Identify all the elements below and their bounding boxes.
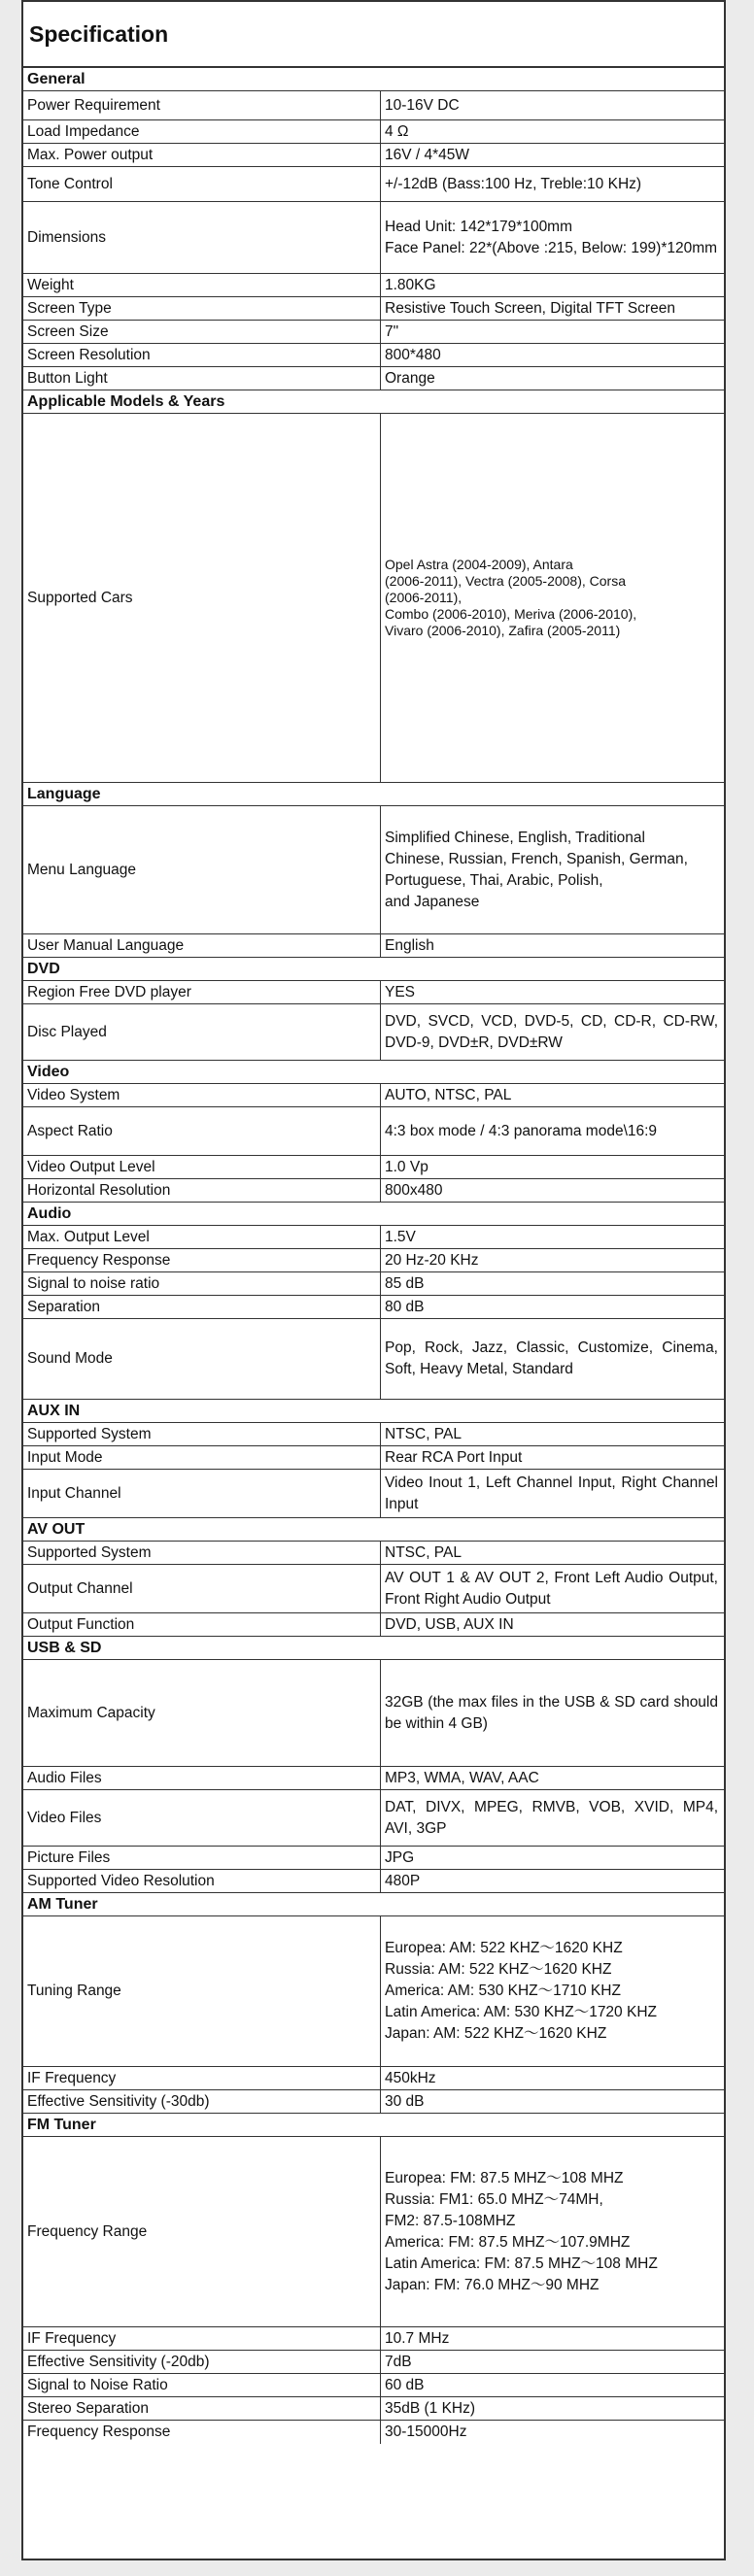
spec-row: [23, 1847, 724, 1870]
spec-label: Maximum Capacity: [23, 1660, 381, 1766]
spec-label: Power Requirement: [23, 91, 381, 119]
spec-row: [23, 1226, 724, 1249]
spec-row: [23, 2137, 724, 2327]
spec-row: [23, 167, 724, 202]
spec-value-cell: [381, 274, 724, 296]
spec-value-cell: [381, 1004, 724, 1060]
spec-value: 80 dB: [385, 1298, 425, 1315]
spec-label: Aspect Ratio: [23, 1107, 381, 1155]
spec-row: [23, 1660, 724, 1767]
spec-value-cell: [381, 1660, 724, 1766]
spec-row: [23, 2397, 724, 2421]
spec-value: 800x480: [385, 1181, 443, 1199]
spec-sheet: [21, 0, 726, 2560]
page-title: Specification: [23, 2, 724, 68]
spec-value-cell: [381, 2397, 724, 2420]
spec-row: [23, 321, 724, 344]
spec-label: Picture Files: [23, 1847, 381, 1869]
spec-label: Supported Cars: [23, 414, 381, 782]
spec-value-cell: [381, 2090, 724, 2113]
spec-value-cell: [381, 414, 724, 782]
spec-value: AUTO, NTSC, PAL: [385, 1086, 512, 1103]
spec-value-cell: [381, 1542, 724, 1564]
spec-value: 4 Ω: [385, 122, 409, 140]
spec-label: Max. Output Level: [23, 1226, 381, 1248]
spec-label: Screen Resolution: [23, 344, 381, 366]
spec-value-cell: [381, 2421, 724, 2444]
spec-label: Video Output Level: [23, 1156, 381, 1178]
spec-label: Frequency Range: [23, 2137, 381, 2326]
spec-value: 4:3 box mode / 4:3 panorama mode\16:9: [385, 1122, 658, 1139]
spec-label: IF Frequency: [23, 2327, 381, 2350]
spec-value: Resistive Touch Screen, Digital TFT Screen: [385, 299, 675, 317]
spec-value-cell: [381, 1470, 724, 1517]
spec-value: 85 dB: [385, 1274, 425, 1292]
spec-value-cell: [381, 297, 724, 320]
spec-value: 450kHz: [385, 2069, 436, 2086]
spec-value-cell: [381, 344, 724, 366]
spec-label: Horizontal Resolution: [23, 1179, 381, 1202]
spec-value: YES: [385, 983, 416, 1000]
spec-value: Rear RCA Port Input: [385, 1448, 523, 1466]
spec-value-cell: [381, 981, 724, 1003]
spec-label: Max. Power output: [23, 144, 381, 166]
spec-value-cell: [381, 1226, 724, 1248]
spec-value: MP3, WMA, WAV, AAC: [385, 1769, 539, 1786]
spec-label: Output Channel: [23, 1565, 381, 1612]
spec-label: User Manual Language: [23, 934, 381, 957]
spec-value-cell: [381, 2351, 724, 2373]
spec-value-cell: [381, 1423, 724, 1445]
spec-row: [23, 1004, 724, 1061]
spec-row: [23, 981, 724, 1004]
section-header: FM Tuner: [23, 2114, 724, 2137]
spec-label: Separation: [23, 1296, 381, 1318]
section-header: Applicable Models & Years: [23, 390, 724, 414]
spec-value: Head Unit: 142*179*100mm Face Panel: 22*(Above :215, Below: 199)*120mm: [385, 218, 718, 256]
spec-value: NTSC, PAL: [385, 1425, 462, 1442]
spec-row: [23, 1319, 724, 1400]
spec-row: [23, 414, 724, 783]
spec-value: 480P: [385, 1872, 421, 1889]
spec-value: 7": [385, 322, 399, 340]
spec-value-cell: [381, 120, 724, 143]
spec-row: [23, 2421, 724, 2444]
spec-row: [23, 2090, 724, 2114]
spec-value-cell: [381, 1272, 724, 1295]
spec-label: Disc Played: [23, 1004, 381, 1060]
spec-label: Dimensions: [23, 202, 381, 273]
section-header: Language: [23, 783, 724, 806]
spec-value-cell: [381, 144, 724, 166]
spec-label: Effective Sensitivity (-30db): [23, 2090, 381, 2113]
spec-value: 16V / 4*45W: [385, 146, 470, 163]
spec-label: Video Files: [23, 1790, 381, 1846]
spec-row: [23, 1542, 724, 1565]
spec-value: 10.7 MHz: [385, 2329, 450, 2347]
spec-label: Load Impedance: [23, 120, 381, 143]
spec-label: Weight: [23, 274, 381, 296]
spec-row: [23, 202, 724, 274]
spec-row: [23, 297, 724, 321]
spec-value-cell: [381, 1179, 724, 1202]
spec-value: DVD, USB, AUX IN: [385, 1615, 514, 1633]
spec-value-cell: [381, 1446, 724, 1469]
spec-value: Pop, Rock, Jazz, Classic, Customize, Cinema, Soft, Heavy Metal, Standard: [385, 1339, 718, 1377]
section-header: Video: [23, 1061, 724, 1084]
spec-value-cell: [381, 2137, 724, 2326]
spec-value: Opel Astra (2004-2009), Antara (2006-2011), Vectra (2005-2008), Corsa (2006-2011), Combo (2006-2010), Meriva (2006-2010), Vivaro (2006-2010), Zafira (2005-2011): [385, 557, 637, 638]
spec-label: Frequency Response: [23, 2421, 381, 2444]
spec-value: Europea: FM: 87.5 MHZ～108 MHZ Russia: FM1: 65.0 MHZ～74MH, FM2: 87.5-108MHZ America: FM: 87.5 MHZ～107.9MHZ Latin America: FM: 87.5 MHZ～108 MHZ Japan: FM: 76.0 MHZ～90 MHZ: [385, 2169, 658, 2293]
spec-label: Tuning Range: [23, 1916, 381, 2066]
spec-label: Frequency Response: [23, 1249, 381, 1271]
spec-value-cell: [381, 1916, 724, 2066]
spec-label: Signal to Noise Ratio: [23, 2374, 381, 2396]
spec-value-cell: [381, 167, 724, 201]
spec-value-cell: [381, 806, 724, 933]
spec-label: Signal to noise ratio: [23, 1272, 381, 1295]
spec-value-cell: [381, 1249, 724, 1271]
spec-row: [23, 91, 724, 120]
spec-row: [23, 934, 724, 958]
spec-value: 800*480: [385, 346, 441, 363]
spec-value: 30-15000Hz: [385, 2423, 467, 2440]
spec-label: Stereo Separation: [23, 2397, 381, 2420]
spec-value: 20 Hz-20 KHz: [385, 1251, 479, 1269]
spec-row: [23, 367, 724, 390]
spec-value: +/-12dB (Bass:100 Hz, Treble:10 KHz): [385, 175, 642, 192]
spec-label: Input Mode: [23, 1446, 381, 1469]
spec-row: [23, 1870, 724, 1893]
spec-value: JPG: [385, 1848, 415, 1866]
section-header: USB & SD: [23, 1637, 724, 1660]
spec-value-cell: [381, 2327, 724, 2350]
spec-value: Orange: [385, 369, 435, 387]
spec-row: [23, 1179, 724, 1203]
section-header: AUX IN: [23, 1400, 724, 1423]
spec-value: 60 dB: [385, 2376, 425, 2393]
spec-value-cell: [381, 1767, 724, 1789]
spec-row: [23, 120, 724, 144]
spec-value-cell: [381, 2067, 724, 2089]
spec-label: Input Channel: [23, 1470, 381, 1517]
section-header: AV OUT: [23, 1518, 724, 1542]
spec-label: Output Function: [23, 1613, 381, 1636]
spec-row: [23, 2351, 724, 2374]
spec-row: [23, 144, 724, 167]
spec-label: Effective Sensitivity (-20db): [23, 2351, 381, 2373]
spec-value: Europea: AM: 522 KHZ～1620 KHZ Russia: AM: 522 KHZ～1620 KHZ America: AM: 530 KHZ～1710 KHZ Latin America: AM: 530 KHZ～1720 KHZ Japan: AM: 522 KHZ～1620 KHZ: [385, 1940, 657, 2042]
spec-row: [23, 344, 724, 367]
spec-row: [23, 1916, 724, 2067]
spec-value-cell: [381, 1084, 724, 1106]
spec-row: [23, 2067, 724, 2090]
spec-row: [23, 1565, 724, 1613]
spec-value: 10-16V DC: [385, 96, 460, 114]
spec-label: Screen Size: [23, 321, 381, 343]
spec-label: Video System: [23, 1084, 381, 1106]
spec-label: Screen Type: [23, 297, 381, 320]
spec-row: [23, 1767, 724, 1790]
spec-label: Audio Files: [23, 1767, 381, 1789]
spec-value: Simplified Chinese, English, Traditional Chinese, Russian, French, Spanish, German, Portuguese, Thai, Arabic, Polish, and Japanese: [385, 829, 688, 910]
spec-value-cell: [381, 91, 724, 119]
spec-row: [23, 1107, 724, 1156]
spec-label: Region Free DVD player: [23, 981, 381, 1003]
spec-value-cell: [381, 1156, 724, 1178]
spec-row: [23, 1156, 724, 1179]
spec-table: [23, 68, 724, 2444]
spec-row: [23, 806, 724, 934]
spec-value-cell: [381, 1847, 724, 1869]
spec-value: 1.5V: [385, 1228, 416, 1245]
spec-row: [23, 1249, 724, 1272]
spec-value: DAT, DIVX, MPEG, RMVB, VOB, XVID, MP4, AVI, 3GP: [385, 1798, 718, 1837]
spec-label: Supported System: [23, 1542, 381, 1564]
spec-value: 30 dB: [385, 2092, 425, 2110]
section-header: General: [23, 68, 724, 91]
spec-value-cell: [381, 934, 724, 957]
spec-value: English: [385, 936, 434, 954]
spec-row: [23, 1470, 724, 1518]
spec-value-cell: [381, 367, 724, 390]
spec-value-cell: [381, 1296, 724, 1318]
section-header: AM Tuner: [23, 1893, 724, 1916]
spec-value-cell: [381, 2374, 724, 2396]
spec-row: [23, 2327, 724, 2351]
spec-row: [23, 1296, 724, 1319]
spec-value: DVD, SVCD, VCD, DVD-5, CD, CD-R, CD-RW, DVD-9, DVD±R, DVD±RW: [385, 1012, 718, 1051]
spec-value-cell: [381, 1565, 724, 1612]
spec-label: IF Frequency: [23, 2067, 381, 2089]
spec-value: Video Inout 1, Left Channel Input, Right Channel Input: [385, 1474, 718, 1512]
spec-value-cell: [381, 1107, 724, 1155]
spec-label: Menu Language: [23, 806, 381, 933]
spec-label: Supported System: [23, 1423, 381, 1445]
spec-row: [23, 1084, 724, 1107]
section-header: Audio: [23, 1203, 724, 1226]
spec-value: 1.0 Vp: [385, 1158, 428, 1175]
spec-label: Button Light: [23, 367, 381, 390]
spec-row: [23, 1613, 724, 1637]
spec-value: 32GB (the max files in the USB & SD card should be within 4 GB): [385, 1693, 718, 1732]
spec-value-cell: [381, 202, 724, 273]
spec-label: Supported Video Resolution: [23, 1870, 381, 1892]
spec-row: [23, 1790, 724, 1847]
spec-value-cell: [381, 1613, 724, 1636]
spec-value-cell: [381, 1319, 724, 1399]
spec-value: NTSC, PAL: [385, 1543, 462, 1561]
spec-row: [23, 1272, 724, 1296]
spec-row: [23, 2374, 724, 2397]
spec-value: 7dB: [385, 2353, 412, 2370]
spec-value: 35dB (1 KHz): [385, 2399, 476, 2417]
spec-label: Tone Control: [23, 167, 381, 201]
spec-row: [23, 1423, 724, 1446]
section-header: DVD: [23, 958, 724, 981]
spec-value-cell: [381, 1870, 724, 1892]
spec-value: AV OUT 1 & AV OUT 2, Front Left Audio Output, Front Right Audio Output: [385, 1569, 718, 1608]
spec-value-cell: [381, 321, 724, 343]
spec-value: 1.80KG: [385, 276, 436, 293]
spec-value-cell: [381, 1790, 724, 1846]
spec-row: [23, 1446, 724, 1470]
spec-row: [23, 274, 724, 297]
spec-label: Sound Mode: [23, 1319, 381, 1399]
